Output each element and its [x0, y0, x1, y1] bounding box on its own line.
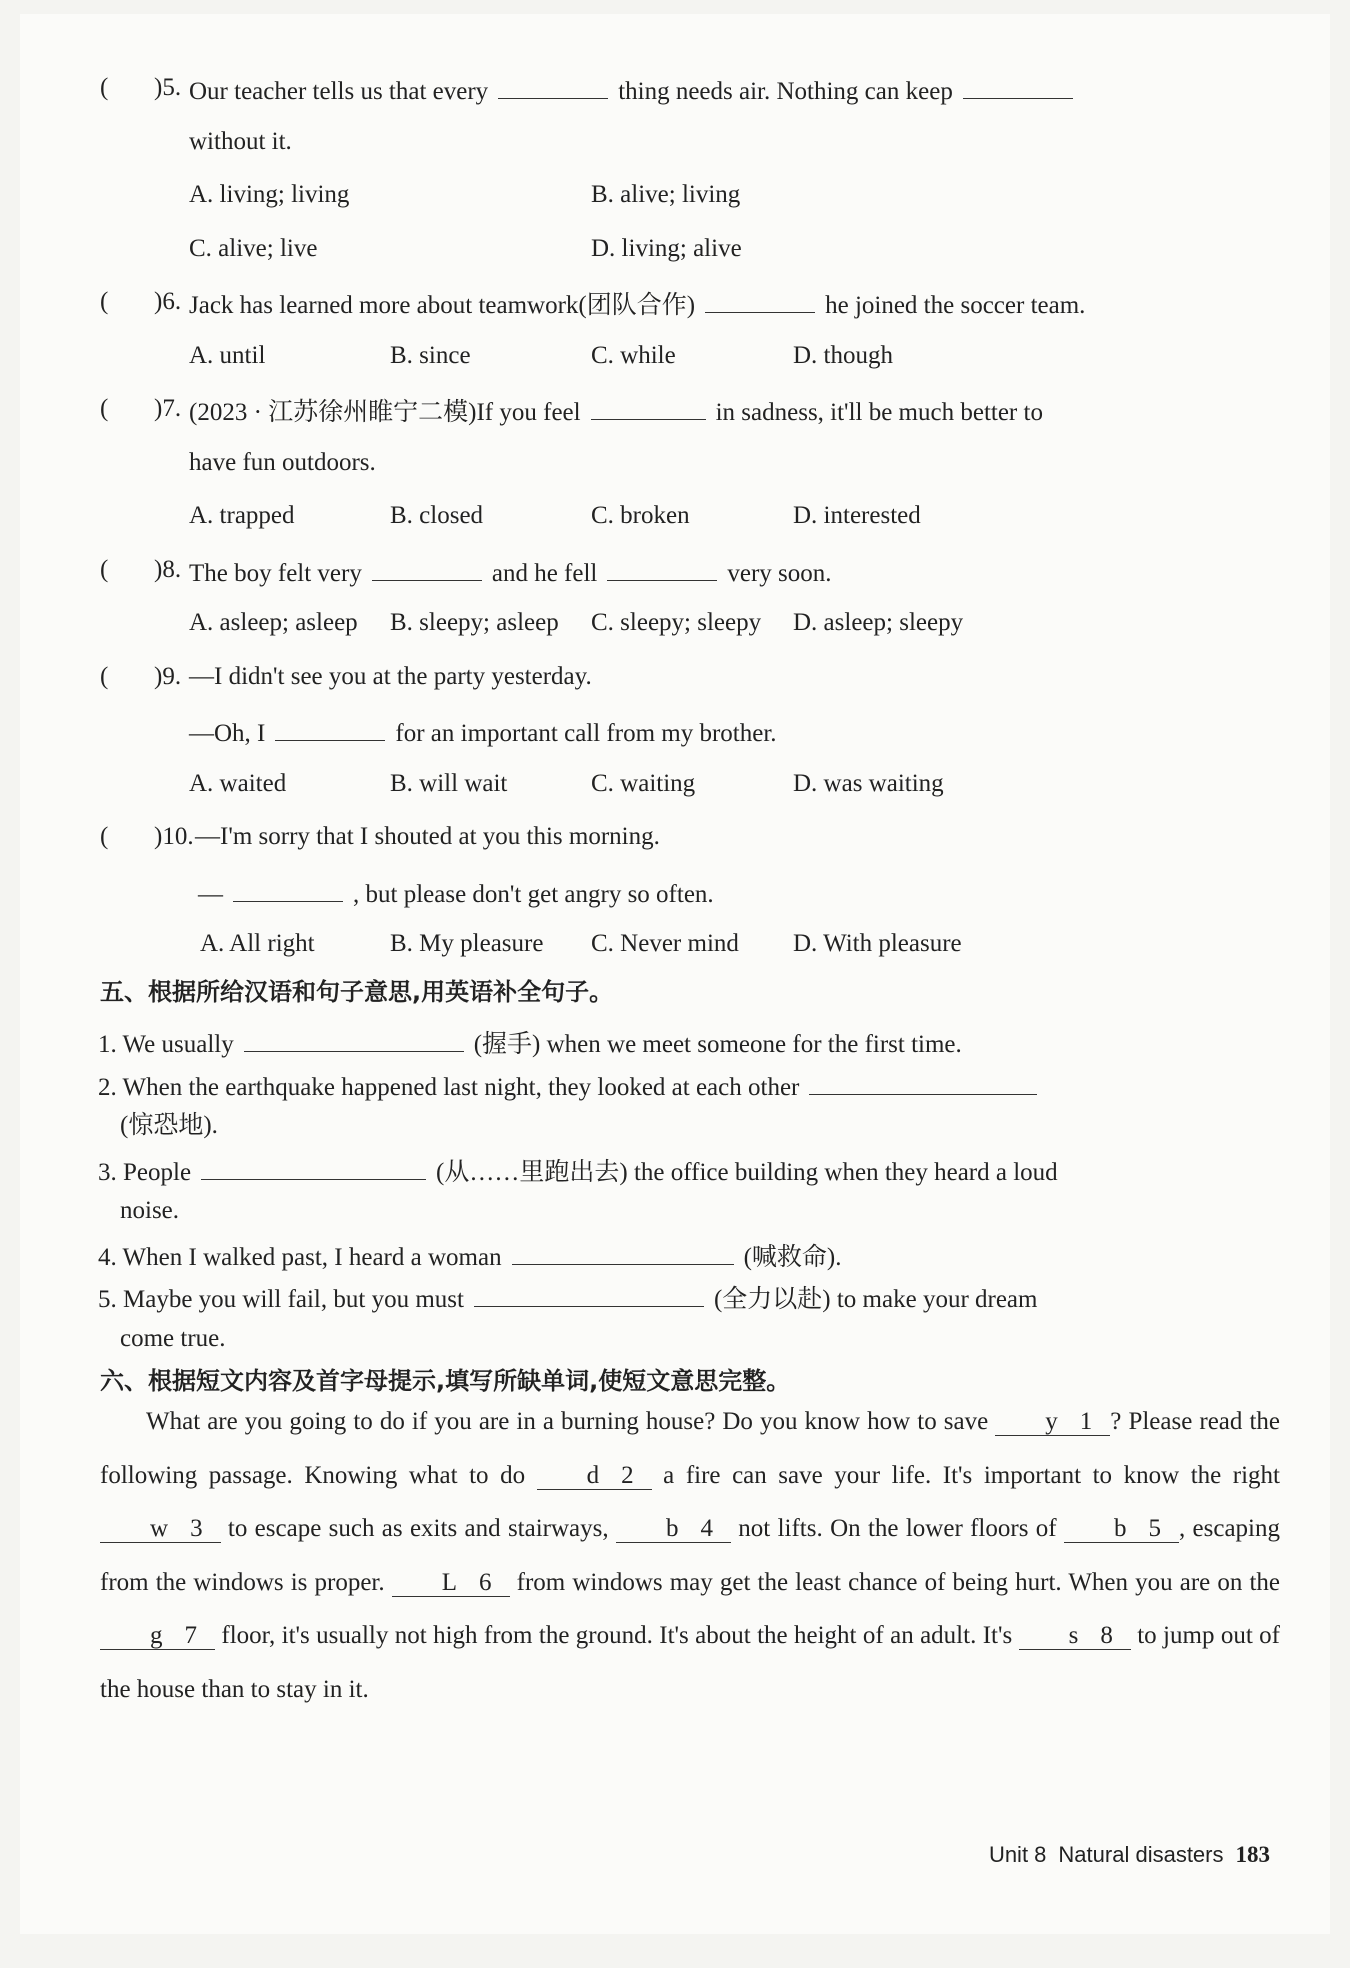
sentence-text [98, 1238, 841, 1274]
option-b[interactable]: B. sleepy; asleep [390, 609, 559, 636]
cloze-blank-2[interactable] [537, 1463, 652, 1490]
worksheet-page [20, 14, 1330, 1934]
answer-paren[interactable]: ( [100, 395, 109, 422]
cloze-blank-1[interactable] [995, 1409, 1110, 1436]
question-text: 4. When I walked past, I heard a woman [98, 1243, 502, 1271]
answer-paren[interactable]: ( [100, 288, 109, 315]
option-a[interactable]: A. until [189, 341, 266, 369]
question-number: )7. [154, 395, 182, 422]
option-b[interactable]: B. closed [390, 502, 484, 529]
sentence-text [98, 1280, 1037, 1316]
question-stem-cont [189, 126, 292, 158]
answer-paren[interactable]: ( [100, 74, 109, 101]
answer-blank[interactable] [372, 554, 482, 581]
sentence-text [98, 1068, 1047, 1104]
question-text: Jack has learned more about teamwork(团队合作) [189, 292, 696, 319]
question-number: )6. [154, 288, 182, 315]
answer-blank[interactable] [201, 1153, 426, 1180]
answer-blank[interactable] [705, 286, 815, 313]
blank-number: 7 [184, 1622, 197, 1649]
option-c[interactable]: C. alive; live [189, 234, 318, 262]
answer-blank[interactable] [498, 72, 608, 99]
question-text: (全力以赴) to make your dream [713, 1286, 1038, 1313]
answer-blank[interactable] [963, 72, 1073, 99]
option-b[interactable]: B. will wait [390, 769, 508, 797]
cloze-passage [100, 1395, 1280, 1716]
question-text: —I didn't see you at the party yesterday. [189, 662, 592, 690]
question-text: The boy felt very [189, 559, 362, 587]
section-5-heading: 五、根据所给汉语和句子意思,用英语补全句子。 [100, 977, 614, 1006]
question-text: (握手) when we meet someone for the first time. [473, 1031, 962, 1058]
answer-paren[interactable]: ( [100, 823, 109, 850]
answer-blank[interactable] [474, 1280, 704, 1307]
blank-number: 1 [1079, 1408, 1093, 1435]
question-text: (惊恐地). [120, 1112, 218, 1139]
answer-blank[interactable] [244, 1025, 464, 1052]
passage-text: , escaping from the windows is proper. [100, 1515, 1280, 1596]
answer-blank[interactable] [607, 554, 717, 581]
question-number: )10. [154, 823, 194, 850]
question-text: (2023 · 江苏徐州睢宁二模)If you feel [189, 399, 581, 426]
cloze-blank-8[interactable] [1019, 1623, 1131, 1650]
sentence-text [98, 1153, 1058, 1189]
answer-blank[interactable] [275, 714, 385, 741]
option-d[interactable]: D. With pleasure [793, 930, 962, 957]
question-text: without it. [189, 127, 292, 155]
question-stem-cont [189, 447, 376, 479]
cloze-blank-3[interactable] [100, 1516, 221, 1543]
blank-number: 5 [1148, 1515, 1161, 1542]
initial-letter: y [1045, 1408, 1058, 1435]
question-text: Our teacher tells us that every [189, 78, 489, 105]
option-b[interactable]: B. alive; living [591, 181, 741, 208]
passage-text: not lifts. On the lower floors of [730, 1515, 1064, 1542]
unit-label: Unit 8 [988, 1842, 1047, 1867]
question-text: — [198, 880, 223, 908]
question-stem [189, 72, 1083, 108]
question-stem [195, 821, 660, 853]
question-text: (从……里跑出去) the office building when they heard a loud [436, 1158, 1058, 1186]
initial-letter: b [665, 1515, 679, 1542]
question-text: (喊救命). [743, 1243, 842, 1271]
option-a[interactable]: A. All right [200, 930, 315, 957]
option-d[interactable]: D. asleep; sleepy [793, 609, 964, 636]
question-number: )9. [154, 662, 182, 690]
option-c[interactable]: C. while [591, 341, 676, 369]
question-text: very soon. [727, 559, 832, 587]
answer-blank[interactable] [809, 1068, 1037, 1095]
initial-letter: s [1068, 1622, 1079, 1649]
cloze-blank-4[interactable] [616, 1516, 731, 1543]
unit-title: Natural disasters [1058, 1842, 1224, 1867]
sentence-text [98, 1025, 962, 1061]
option-d[interactable]: D. interested [793, 502, 921, 529]
question-number: )5. [154, 74, 182, 101]
initial-letter: L [441, 1568, 458, 1596]
question-text: —Oh, I [189, 720, 266, 747]
option-c[interactable]: C. broken [591, 502, 690, 529]
option-d[interactable]: D. was waiting [793, 769, 944, 797]
page-number: 183 [1235, 1842, 1270, 1867]
question-text: 5. Maybe you will fail, but you must [98, 1286, 464, 1313]
question-stem-cont [198, 875, 714, 911]
option-a[interactable]: A. waited [189, 769, 287, 797]
initial-letter: d [586, 1461, 600, 1489]
page-footer [989, 1842, 1270, 1868]
option-a[interactable]: A. asleep; asleep [189, 609, 358, 636]
question-text: and he fell [491, 559, 598, 587]
option-a[interactable]: A. living; living [189, 181, 350, 208]
option-b[interactable]: B. since [390, 341, 471, 369]
passage-text: What are you going to do if you are in a burning house? Do you know how to save [146, 1408, 996, 1435]
cloze-blank-6[interactable] [392, 1570, 510, 1597]
cloze-blank-7[interactable] [100, 1623, 215, 1650]
answer-blank[interactable] [512, 1238, 734, 1265]
initial-letter: w [150, 1515, 169, 1542]
answer-paren[interactable]: ( [100, 555, 109, 583]
cloze-blank-5[interactable] [1064, 1516, 1179, 1543]
question-text: 3. People [98, 1158, 192, 1186]
option-d[interactable]: D. living; alive [591, 234, 742, 262]
question-text: come true. [120, 1324, 226, 1352]
question-stem [189, 286, 1085, 322]
question-stem-cont [189, 714, 777, 750]
blank-number: 4 [700, 1515, 713, 1542]
sentence-text [120, 1110, 218, 1142]
option-c[interactable]: C. waiting [591, 769, 696, 797]
option-c[interactable]: C. sleepy; sleepy [591, 609, 762, 636]
question-text: noise. [120, 1197, 180, 1224]
question-text: , but please don't get angry so often. [353, 880, 714, 908]
answer-paren[interactable]: ( [100, 662, 109, 690]
option-d[interactable]: D. though [793, 341, 893, 369]
passage-text: from windows may get the least chance of being hurt. When you are on the [509, 1568, 1280, 1596]
question-stem [189, 661, 592, 693]
initial-letter: b [1113, 1515, 1127, 1542]
question-stem [189, 393, 1043, 429]
passage-text: to escape such as exits and stairways, [220, 1515, 616, 1542]
question-text: 2. When the earthquake happened last night, they looked at each other [98, 1073, 800, 1101]
passage-text: to jump out of the house than to stay in it. [100, 1622, 1280, 1703]
passage-text: floor, it's usually not high from the ground. It's about the height of an adult. It's [215, 1622, 1019, 1649]
question-number: )8. [154, 555, 182, 583]
question-text: he joined the soccer team. [825, 292, 1086, 319]
question-stem [189, 554, 832, 590]
blank-number: 8 [1100, 1622, 1113, 1649]
sentence-text [120, 1195, 179, 1227]
question-text: thing needs air. Nothing can keep [618, 78, 953, 105]
section-6-heading: 六、根据短文内容及首字母提示,填写所缺单词,使短文意思完整。 [100, 1367, 791, 1395]
question-text: —I'm sorry that I shouted at you this morning. [195, 823, 660, 850]
answer-blank[interactable] [233, 875, 343, 902]
initial-letter: g [150, 1622, 163, 1649]
answer-blank[interactable] [591, 393, 706, 420]
blank-number: 2 [621, 1461, 634, 1489]
question-text: have fun outdoors. [189, 448, 376, 476]
blank-number: 6 [479, 1568, 492, 1596]
passage-text: a fire can save your life. It's important to know the right [651, 1461, 1280, 1489]
option-b[interactable]: B. My pleasure [390, 930, 544, 957]
passage-text: ? Please read the following passage. Knowing what to do [100, 1408, 1280, 1489]
option-a[interactable]: A. trapped [189, 502, 295, 529]
blank-number: 3 [190, 1515, 203, 1542]
question-text: 1. We usually [98, 1031, 234, 1058]
option-c[interactable]: C. Never mind [591, 930, 739, 957]
question-text: in sadness, it'll be much better to [715, 399, 1043, 426]
question-text: for an important call from my brother. [395, 720, 777, 747]
sentence-text [120, 1323, 226, 1355]
